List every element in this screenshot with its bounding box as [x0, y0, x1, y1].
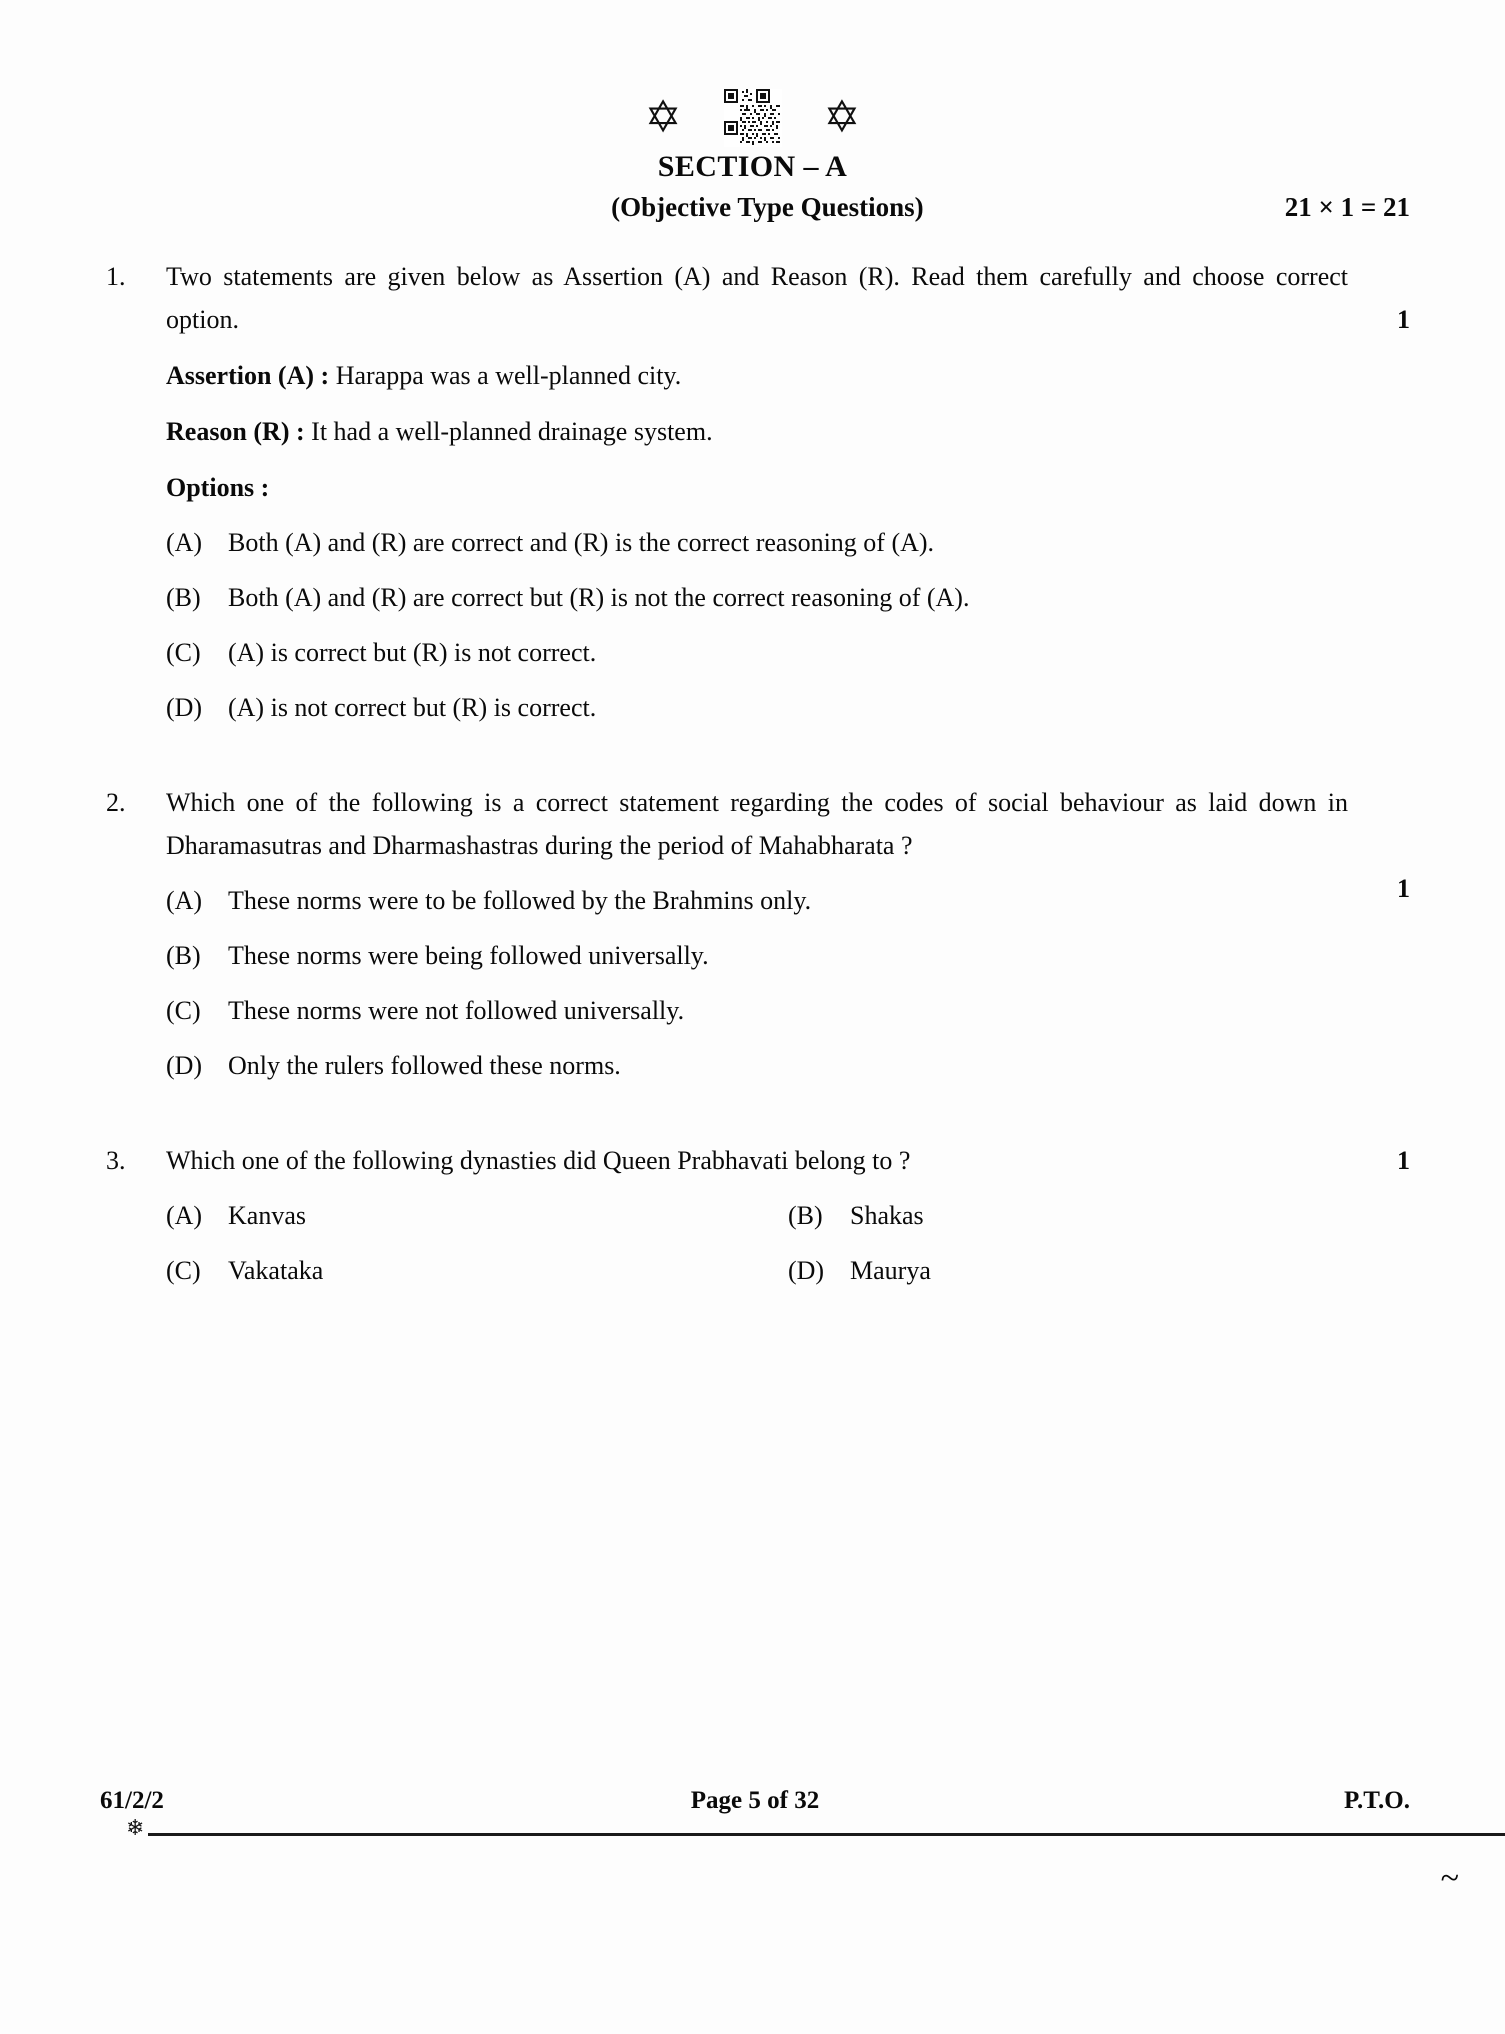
question-2-text: Which one of the following is a correct statement regarding the codes of social behaviour as laid down in Dharamasutras and Dharmashastras during the period of Mahabharata ?	[166, 788, 1348, 860]
paper-code: 61/2/2	[100, 1787, 164, 1814]
star-of-david-icon-left: ✡	[644, 92, 682, 143]
option-b-key: (B)	[788, 1201, 823, 1230]
option-c-key: (C)	[166, 1256, 201, 1285]
option-a[interactable]	[166, 879, 1410, 922]
option-c[interactable]	[166, 631, 1410, 674]
option-b[interactable]	[166, 934, 1410, 977]
question-1-assertion-label: Assertion (A) :	[166, 361, 330, 390]
option-c-key: (C)	[166, 996, 201, 1025]
question-1-assertion	[166, 354, 1410, 397]
question-2	[100, 781, 1410, 1087]
option-d-key: (D)	[166, 1051, 203, 1080]
question-3	[100, 1139, 1410, 1292]
question-2-number: 2.	[106, 788, 126, 817]
option-c-key: (C)	[166, 638, 201, 667]
star-of-david-icon-right: ✡	[823, 92, 861, 143]
pto-label: P.T.O.	[1344, 1787, 1410, 1814]
header-marks	[0, 88, 1505, 148]
option-c-text: (A) is correct but (R) is not correct.	[228, 638, 597, 667]
option-a[interactable]	[166, 521, 1410, 564]
section-marks-total: 21 × 1 = 21	[1284, 192, 1410, 222]
option-a-key: (A)	[166, 528, 203, 557]
option-b-key: (B)	[166, 583, 201, 612]
option-c-text: Vakataka	[228, 1256, 324, 1285]
footer-divider	[148, 1833, 1505, 1836]
question-1-options	[166, 521, 1410, 729]
question-2-marks: 1	[1397, 874, 1410, 903]
question-3-number: 3.	[106, 1146, 126, 1175]
spacer	[100, 1087, 1410, 1139]
option-row-1	[166, 1194, 1410, 1237]
option-row-2	[166, 1249, 1410, 1292]
option-a-text: These norms were to be followed by the Brahmins only.	[228, 886, 812, 915]
options-heading: Options :	[166, 473, 270, 502]
option-b-text: Both (A) and (R) are correct but (R) is not the correct reasoning of (A).	[228, 583, 970, 612]
question-3-marks: 1	[1397, 1146, 1410, 1175]
option-a-key: (A)	[166, 1201, 203, 1230]
page-number: Page 5 of 32	[690, 1787, 820, 1814]
qr-code-icon	[724, 89, 782, 147]
section-subtitle-row	[100, 192, 1410, 223]
questions-container	[100, 255, 1410, 1292]
section-subtitle: (Objective Type Questions)	[611, 192, 924, 222]
question-1-reason-label: Reason (R) :	[166, 417, 305, 446]
option-d[interactable]	[166, 1044, 1410, 1087]
option-d-text: Maurya	[850, 1256, 931, 1285]
section-title: SECTION – A	[657, 150, 848, 183]
option-d[interactable]	[788, 1249, 1410, 1292]
option-b[interactable]	[788, 1194, 1410, 1237]
option-b-key: (B)	[166, 941, 201, 970]
question-1-reason-text: It had a well-planned drainage system.	[311, 417, 713, 446]
question-1	[100, 255, 1410, 729]
option-a-text: Both (A) and (R) are correct and (R) is the correct reasoning of (A).	[228, 528, 935, 557]
question-1-marks: 1	[1397, 305, 1410, 334]
question-3-text: Which one of the following dynasties did Queen Prabhavati belong to ?	[166, 1146, 911, 1175]
option-d-text: Only the rulers followed these norms.	[228, 1051, 621, 1080]
question-3-options	[166, 1194, 1410, 1292]
question-1-number: 1.	[106, 262, 126, 291]
option-b-text: Shakas	[850, 1201, 924, 1230]
question-1-reason	[166, 410, 1410, 453]
option-c[interactable]	[166, 1249, 788, 1292]
option-c[interactable]	[166, 989, 1410, 1032]
option-d-text: (A) is not correct but (R) is correct.	[228, 693, 597, 722]
option-d[interactable]	[166, 686, 1410, 729]
question-1-text: Two statements are given below as Assertion (A) and Reason (R). Read them carefully and choose correct option.	[166, 262, 1348, 334]
asterisk-mark-icon: ❄	[126, 1816, 145, 1841]
question-1-assertion-text: Harappa was a well-planned city.	[335, 361, 682, 390]
option-a[interactable]	[166, 1194, 788, 1237]
option-a-text: Kanvas	[228, 1201, 306, 1230]
option-a-key: (A)	[166, 886, 203, 915]
question-2-options	[166, 879, 1410, 1087]
page-footer	[100, 1787, 1410, 1815]
option-b-text: These norms were being followed universally.	[228, 941, 709, 970]
spacer	[100, 729, 1410, 781]
tilde-mark: ~	[1440, 1860, 1459, 1897]
question-1-options-label	[166, 466, 1410, 509]
option-b[interactable]	[166, 576, 1410, 619]
option-d-key: (D)	[166, 693, 203, 722]
option-c-text: These norms were not followed universally.	[228, 996, 685, 1025]
option-d-key: (D)	[788, 1256, 825, 1285]
